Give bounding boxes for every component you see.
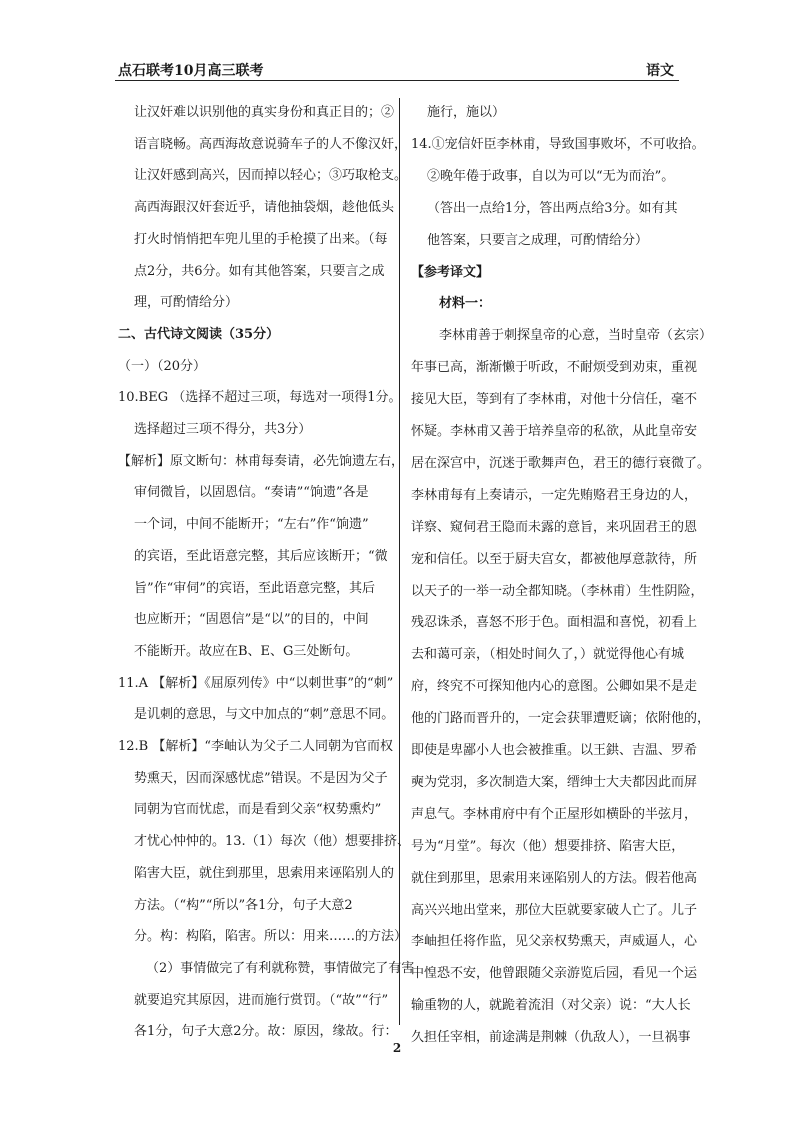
text-line: 点2分，共6分。如有其他答案，只要言之成 [134,263,385,279]
text-line: 声息气。李林甫府中有个正屋形如横卧的半弦月， [411,806,698,822]
text-line: 12.B 【解析】“李岫认为父子二人同朝为官而权 [118,739,394,754]
text-line: 他答案，只要言之成理，可酌情给分） [427,232,649,248]
text-line: ②晚年倦于政事，自以为可以“无为而治”。 [427,168,675,184]
text-line: 就要追究其原因，进而施行赏罚。（“故”“行” [134,992,389,1008]
text-line: 即使是卑鄙小人也会被推重。以王鉷、吉温、罗希 [411,743,698,758]
header-subject: 语文 [646,63,674,79]
header-title: 点石联考10月高三联考 [118,63,264,79]
text-line: 让汉奸难以识别他的真实身份和真正目的；② [134,105,395,120]
text-line: 以天子的一举一动全都知晓。（李林甫）生性阴险， [411,583,704,599]
text-line: 才忧心忡忡的。13.（1）每次（他）想要排挤、 [134,834,410,850]
text-line: 不能断开。故应在B、E、G三处断句。 [134,643,359,659]
text-line: 残忍诛杀，喜怒不形于色。面相温和喜悦，初看上 [411,615,698,631]
text-line: 势熏天，因而深感忧虑”错误。不是因为父子 [134,770,388,786]
text-line: 就住到那里，思索用来诬陷别人的方法。假若他高 [411,870,698,886]
text-line: 高西海跟汉奸套近乎，请他抽袋烟，趁他低头 [134,200,395,216]
text-line: 理，可酌情给分） [134,295,239,311]
text-line: 也应断开；“固恩信”是“以”的目的，中间 [134,612,369,628]
text-line: 10.BEG （选择不超过三项，每选对一项得1分。 [118,390,402,406]
text-line: 语言晓畅。高西海故意说骑车子的人不像汉奸， [134,136,408,152]
text-line: 年事已高，渐渐懒于听政，不耐烦受到劝束，重视 [411,360,698,376]
text-line: 14.①宠信奸臣李林甫，导致国事败坏，不可收拾。 [411,136,705,152]
text-line: 居在深宫中，沉迷于歌舞声色，君王的德行衰微了。 [411,455,711,471]
text-line: 他的门路而晋升的，一定会获罪遭贬谪；依附他的， [411,711,711,727]
text-line: 宠和信任。以至于厨夫宫女，都被他厚意款待，所 [411,551,698,567]
text-line: （2）事情做完了有利就称赞，事情做完了有害 [146,960,415,976]
text-line: 材料一： [439,296,492,312]
text-line: 怀疑。李林甫又善于培养皇帝的私欲，从此皇帝安 [411,424,698,439]
text-line: 输重物的人，就跪着流泪（对父亲）说：“大人长 [411,998,691,1014]
text-line: 号为“月堂”。每次（他）想要排挤、陷害大臣， [411,838,685,854]
text-line: 施行，施以） [427,105,506,120]
text-line: 【解析】原文断句：林甫每奏请，必先饷遗左右， [118,453,405,469]
text-line: 一个词，中间不能断开；“左右”作“饷遗” [134,517,369,533]
text-line: 旨”作“审伺”的宾语，至此语意完整，其后 [134,580,375,596]
text-line: 是讥刺的意思，与文中加点的“刺”意思不同。 [134,707,395,723]
text-line: 李林甫每有上奏请示，一定先贿赂君王身边的人， [411,487,698,503]
text-line: 中惶恐不安，他曾跟随父亲游览后园，看见一个运 [411,966,698,982]
text-line: 李林甫善于刺探皇帝的心意，当时皇帝（玄宗） [439,328,713,344]
text-line: 高兴兴地出堂来，那位大臣就要家破人亡了。儿子 [411,902,698,918]
text-line: 奭为党羽，多次制造大案，缙绅士大夫都因此而屏 [411,774,698,790]
text-line: 详察、窥伺君王隐而未露的意旨，来巩固君王的恩 [411,519,698,535]
text-line: 接见大臣，等到有了李林甫，对他十分信任，毫不 [411,392,698,408]
text-line: 久担任宰相，前途满是荆棘（仇敌人），一旦祸事 [411,1030,691,1046]
text-line: （一）（20分） [118,358,207,374]
text-line: 同朝为官而忧虑，而是看到父亲“权势熏灼” [134,802,382,818]
text-line: 11.A 【解析】《屈原列传》中“以刺世事”的“刺” [118,675,394,691]
text-line: 陷害大臣，就住到那里，思索用来诬陷别人的 [134,865,395,881]
text-line: 打火时悄悄把车兜儿里的手枪摸了出来。（每 [134,231,388,247]
text-line: 去和蔼可亲，（相处时间久了，）就觉得他心有城 [411,647,685,663]
text-line: 分。构：构陷，陷害。所以：用来……的方法） [134,929,408,945]
text-line: 府，终究不可探知他内心的意图。公卿如果不是走 [411,679,698,695]
text-line: 方法。（“构”“所以”各1分，句子大意2 [134,897,353,913]
text-line: 各1分，句子大意2分。故：原因，缘故。行： [134,1024,398,1040]
text-line: 让汉奸感到高兴，因而掉以轻心；③巧取枪支。 [134,168,408,184]
text-line: 的宾语，至此语意完整，其后应该断开；“微 [134,548,388,564]
text-line: 【参考译文】 [411,264,490,280]
column-divider [399,98,400,1025]
text-line: 选择超过三项不得分，共3分） [134,422,312,437]
text-line: 二、古代诗文阅读（35分） [118,326,280,342]
text-line: 李岫担任将作监，见父亲权势熏天，声威逼人，心 [411,934,698,950]
header-rule [115,80,679,81]
text-line: 审伺微旨，以固恩信。“奏请”“饷遗”各是 [134,485,369,501]
text-line: （答出一点给1分，答出两点给3分。如有其 [427,200,678,216]
page-number: 2 [392,1041,402,1055]
